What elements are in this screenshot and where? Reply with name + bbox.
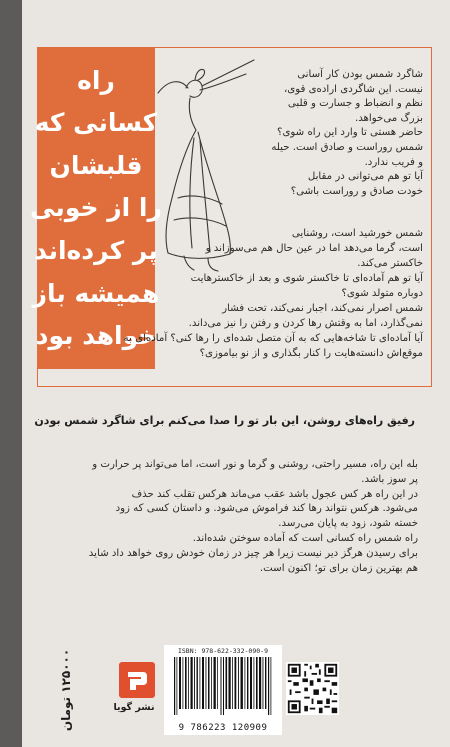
text-line: برای رسیدن هرگز دیر نیست زیرا هر چیز در زمان خودش روی خواهد داد شاید <box>88 547 418 559</box>
text-line: نمی‌گذارد، اما به وقتش رها کردن و رفتن را نیز می‌داند. <box>188 318 423 329</box>
text-line: شاگرد شمس بودن کار آسانی <box>297 69 423 80</box>
text-line: نیست. این شاگردی اراده‌ی قوی، <box>283 83 423 95</box>
text-line: موقع‌اش دانسته‌هایت را کنار بگذاری و از نو بیاموزی؟ <box>199 348 423 359</box>
text-line: راه شمس راه کسانی است که آماده سوختن شده‌اند. <box>192 532 418 544</box>
text-line: بزرگ می‌خواهد. <box>354 112 423 124</box>
text-line: پر سوز باشد. <box>361 473 418 485</box>
publisher-logo <box>119 662 155 698</box>
spine-strip <box>0 0 22 747</box>
text-line: است، گرما می‌دهد اما در عین حال هم می‌سوزاند و <box>205 243 423 254</box>
barcode-number: 9 786223 120909 <box>178 723 268 733</box>
text-line: هم بهترین زمان برای تو؛ اکنون است. <box>259 562 418 574</box>
text-line: شمس روراست و صادق است. حیله <box>271 141 423 153</box>
text-line: خسته شود، زود به پایان می‌رسد. <box>278 518 418 530</box>
intro-paragraph <box>195 68 423 199</box>
text-line: آیا تو هم آماده‌ای تا خاکستر شوی و بعد از خاکسترهایت <box>190 273 423 284</box>
publisher-mark-icon <box>119 662 155 698</box>
isbn-barcode <box>164 645 282 735</box>
text-line: در این راه هر کس عجول باشد عقب می‌ماند هرکس تقلب کند حذف <box>131 488 418 500</box>
price-label: ۱۲۵۰۰۰ تومان <box>59 648 73 732</box>
quote-line: قلبشان <box>49 150 143 180</box>
text-line: می‌شود. هرکس نتواند رها کند فراموش می‌شود. و داستان کسی که زود <box>115 503 418 515</box>
quote-line: را از خوبی <box>30 193 162 223</box>
quote-line: خواهد بود <box>35 321 157 351</box>
text-line: و فریب ندارد. <box>364 156 423 168</box>
closing-paragraph <box>40 458 418 576</box>
text-line: آیا آماده‌ای تا شاخه‌هایی که به آن متصل شده‌ای را رها کنی؟ آماده‌ای به <box>123 333 423 344</box>
qr-code-icon <box>286 662 339 715</box>
quote-line: همیشه باز <box>32 278 160 308</box>
text-line: شمس اصرار نمی‌کند، اجبار نمی‌کند، تحت فشار <box>222 303 423 314</box>
text-line: شمس خورشید است، روشنایی <box>291 228 423 239</box>
section-headline: رفیق راه‌های روشن، این بار تو را صدا می‌کنم برای شاگرد شمس بودن <box>34 414 415 427</box>
text-line: نظم و انضباط و جسارت و قلبی <box>287 98 423 110</box>
text-line: حاضر هستی تا وارد این راه شوی؟ <box>277 127 423 139</box>
text-line: خاکستر می‌کند. <box>357 258 423 269</box>
quote-line: پر کرده‌اند <box>34 236 158 266</box>
quote-line: کسانی که <box>34 108 158 138</box>
text-line: آیا تو هم می‌توانی در مقابل <box>307 171 423 183</box>
isbn-label: ISBN: 978-622-332-090-9 <box>177 647 268 655</box>
text-line: خودت صادق و روراست باشی؟ <box>290 185 423 197</box>
intro-paragraph-continued <box>52 226 423 361</box>
text-line: دوباره متولد شوی؟ <box>341 288 423 299</box>
quote-line: راه <box>77 65 115 95</box>
barcode-icon <box>172 657 274 715</box>
publisher-name: نشر گویا <box>113 702 155 713</box>
text-line: بله این راه، مسیر راحتی، روشنی و گرما و نور است، اما می‌تواند پر حرارت و <box>92 459 418 470</box>
